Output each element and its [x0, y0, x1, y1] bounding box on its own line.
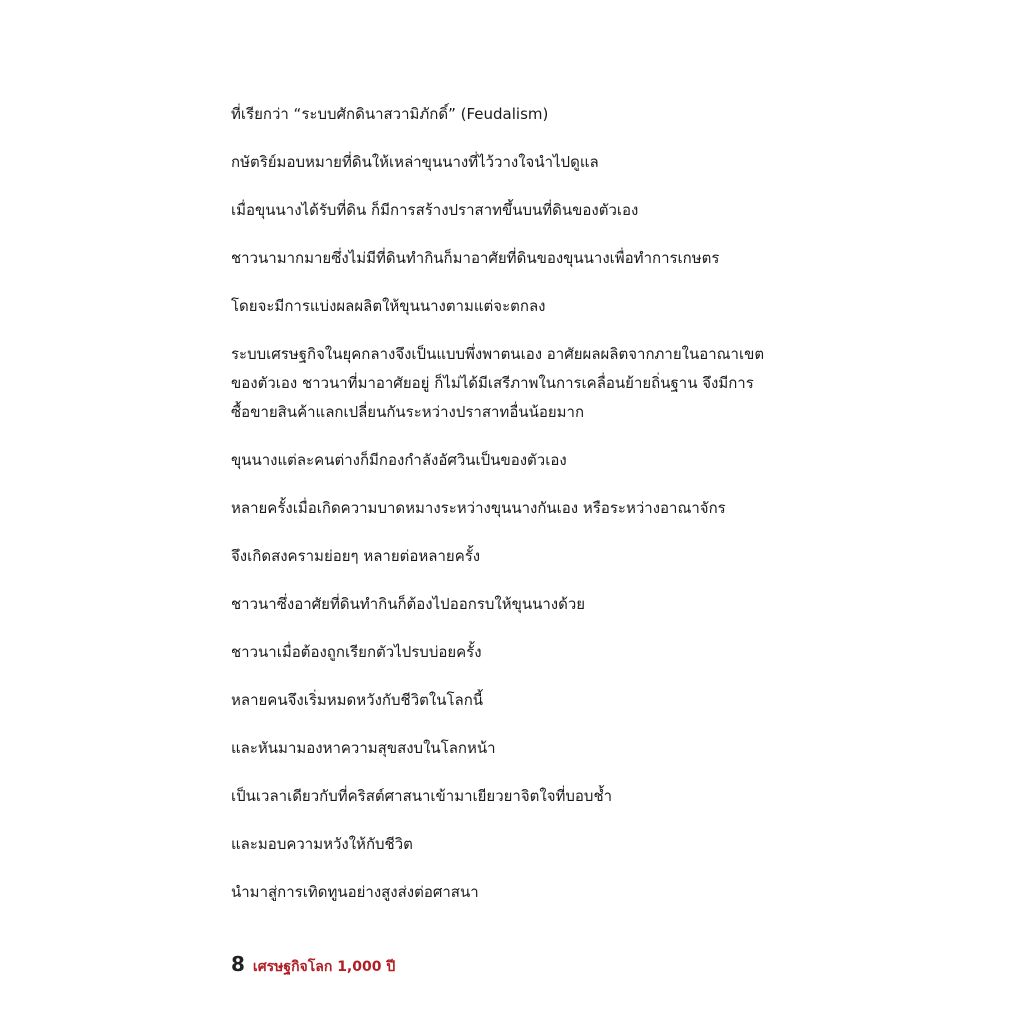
paragraph-8: หลายครั้งเมื่อเกิดความบาดหมางระหว่างขุนนางกันเอง หรือระหว่างอาณาจักร [231, 499, 726, 517]
paragraph-16: นำมาสู่การเทิดทูนอย่างสูงส่งต่อศาสนา [231, 883, 479, 901]
paragraph-7: ขุนนางแต่ละคนต่างก็มีกองกำลังอัศวินเป็นของตัวเอง [231, 451, 567, 469]
page-footer [231, 952, 395, 978]
paragraph-5: โดยจะมีการแบ่งผลผลิตให้ขุนนางตามแต่จะตกลง [231, 297, 546, 315]
paragraph-3: เมื่อขุนนางได้รับที่ดิน ก็มีการสร้างปราสาทขึ้นบนที่ดินของตัวเอง [231, 201, 639, 219]
page-number: 8 [231, 952, 245, 976]
paragraph-9: จึงเกิดสงครามย่อยๆ หลายต่อหลายครั้ง [231, 547, 481, 565]
paragraph-1: ที่เรียกว่า “ระบบศักดินาสวามิภักดิ์” (Feudalism) [231, 105, 549, 123]
paragraph-6: ระบบเศรษฐกิจในยุคกลางจึงเป็นแบบพึ่งพาตนเอง อาศัยผลผลิตจากภายในอาณาเขตของตัวเอง ชาวนาที่มาอาศัยอยู่ ก็ไม่ได้มีเสรีภาพในการเคลื่อนย้ายถิ่นฐาน จึงมีการซื้อขายสินค้าแลกเปลี่ยนกันระหว่างปราสาทอื่นน้อยมาก [231, 345, 765, 421]
paragraph-11: ชาวนาเมื่อต้องถูกเรียกตัวไปรบบ่อยครั้ง [231, 643, 482, 661]
page-body [231, 100, 771, 926]
book-title: เศรษฐกิจโลก 1,000 ปี [252, 959, 396, 975]
paragraph-10: ชาวนาซึ่งอาศัยที่ดินทำกินก็ต้องไปออกรบให้ขุนนางด้วย [231, 595, 586, 613]
paragraph-15: และมอบความหวังให้กับชีวิต [231, 835, 413, 853]
paragraph-13: และหันมามองหาความสุขสงบในโลกหน้า [231, 739, 496, 757]
paragraph-12: หลายคนจึงเริ่มหมดหวังกับชีวิตในโลกนี้ [231, 691, 484, 709]
paragraph-14: เป็นเวลาเดียวกับที่คริสต์ศาสนาเข้ามาเยียวยาจิตใจที่บอบช้ำ [231, 787, 613, 805]
paragraph-4: ชาวนามากมายซึ่งไม่มีที่ดินทำกินก็มาอาศัยที่ดินของขุนนางเพื่อทำการเกษตร [231, 249, 720, 267]
paragraph-2: กษัตริย์มอบหมายที่ดินให้เหล่าขุนนางที่ไว้วางใจนำไปดูแล [231, 153, 599, 171]
